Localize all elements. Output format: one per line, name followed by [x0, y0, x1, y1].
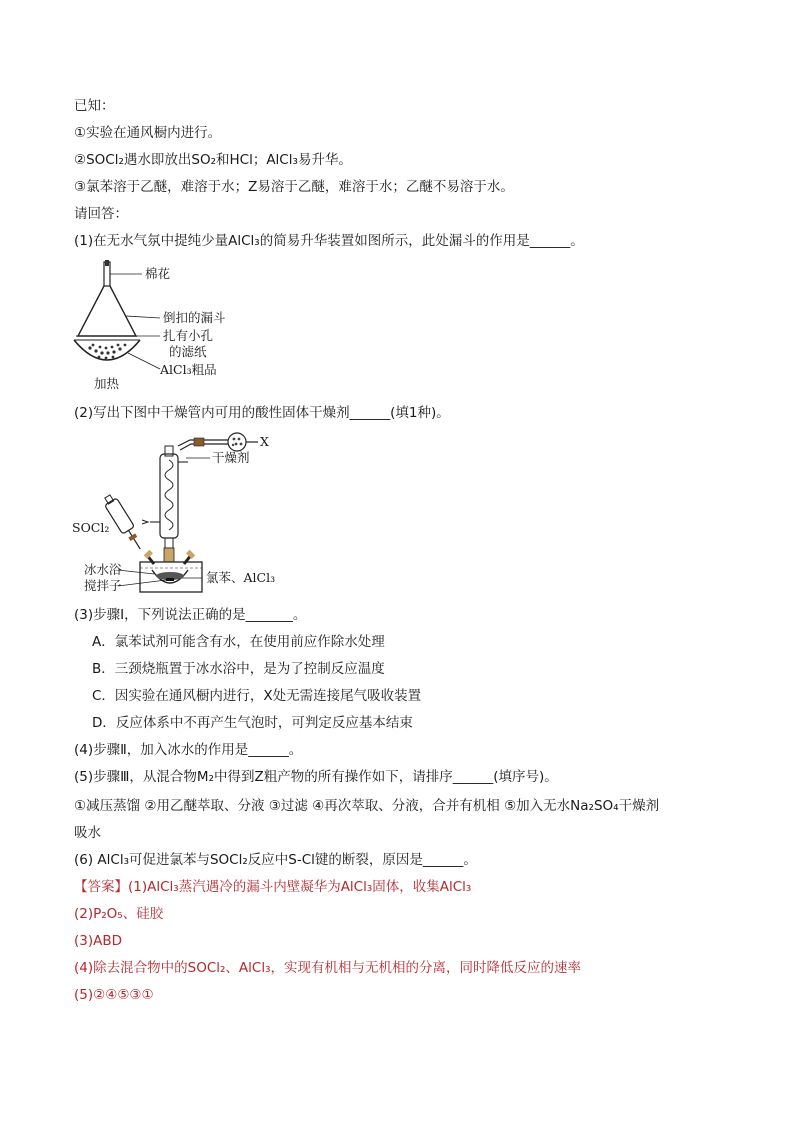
label-heat: 加热: [94, 376, 120, 391]
option-c: C．因实验在通风橱内进行，X处无需连接尾气吸收装置: [92, 688, 422, 704]
question-1: (1)在无水气氛中提纯少量AlCl₃的简易升华装置如图所示，此处漏斗的作用是______。: [74, 233, 584, 249]
label-x: X: [260, 434, 269, 449]
question-5-operations-cont: 吸水: [74, 825, 101, 841]
answer-5: (5)②④⑤③①: [74, 987, 154, 1003]
reaction-apparatus-figure: [70, 428, 290, 600]
label-filter-paper-1: 扎有小孔: [163, 328, 214, 343]
known-item-2: ②SOCl₂遇水即放出SO₂和HCl；AlCl₃易升华。: [74, 152, 352, 168]
option-b: B．三颈烧瓶置于冰水浴中，是为了控制反应温度: [92, 661, 385, 677]
label-ice-bath: 冰水浴: [84, 562, 122, 577]
question-4: (4)步骤Ⅱ，加入冰水的作用是______。: [74, 742, 303, 758]
option-a: A．氯苯试剂可能含有水，在使用前应作除水处理: [92, 634, 385, 650]
question-6: (6) AlCl₃可促进氯苯与SOCl₂反应中S-Cl键的断裂，原因是______。: [74, 852, 477, 868]
label-filter-paper-2: 的滤纸: [169, 344, 207, 359]
known-item-1: ①实验在通风橱内进行。: [74, 125, 222, 141]
label-cotton: 棉花: [145, 266, 171, 281]
question-2: (2)写出下图中干燥管内可用的酸性固体干燥剂______(填1种)。: [74, 405, 450, 421]
question-5-operations: ①减压蒸馏 ②用乙醚萃取、分液 ③过滤 ④再次萃取、分液，合并有机相 ⑤加入无水Na₂SO₄干燥剂: [74, 798, 660, 814]
label-mixture: 氯苯、AlCl₃: [206, 570, 276, 585]
answer-prompt: 请回答：: [74, 206, 128, 222]
label-drier: 干燥剂: [212, 450, 250, 465]
answer-4: (4)除去混合物中的SOCl₂、AlCl₃，实现有机相与无机相的分离，同时降低反应的速率: [74, 960, 581, 976]
question-5: (5)步骤Ⅲ，从混合物M₂中得到Z粗产物的所有操作如下，请排序______(填序号)。: [74, 769, 558, 785]
answer-3: (3)ABD: [74, 933, 123, 949]
option-d: D．反应体系中不再产生气泡时，可判定反应基本结束: [92, 715, 413, 731]
answer-2: (2)P₂O₅、硅胶: [74, 906, 164, 922]
answer-1: 【答案】(1)AlCl₃蒸汽遇冷的漏斗内壁凝华为AlCl₃固体，收集AlCl₃: [74, 879, 472, 895]
question-3: (3)步骤Ⅰ，下列说法正确的是_______。: [74, 607, 307, 623]
label-crude: AlCl₃粗品: [160, 362, 217, 377]
label-socl2: SOCl₂: [72, 520, 110, 535]
known-item-3: ③氯苯溶于乙醚，难溶于水；Z易溶于乙醚，难溶于水；乙醚不易溶于水。: [74, 179, 514, 195]
label-stir-bar: 搅拌子: [84, 578, 122, 593]
known-heading: 已知：: [74, 98, 115, 114]
sublimation-figure: [70, 256, 270, 396]
label-funnel: 倒扣的漏斗: [163, 310, 226, 325]
